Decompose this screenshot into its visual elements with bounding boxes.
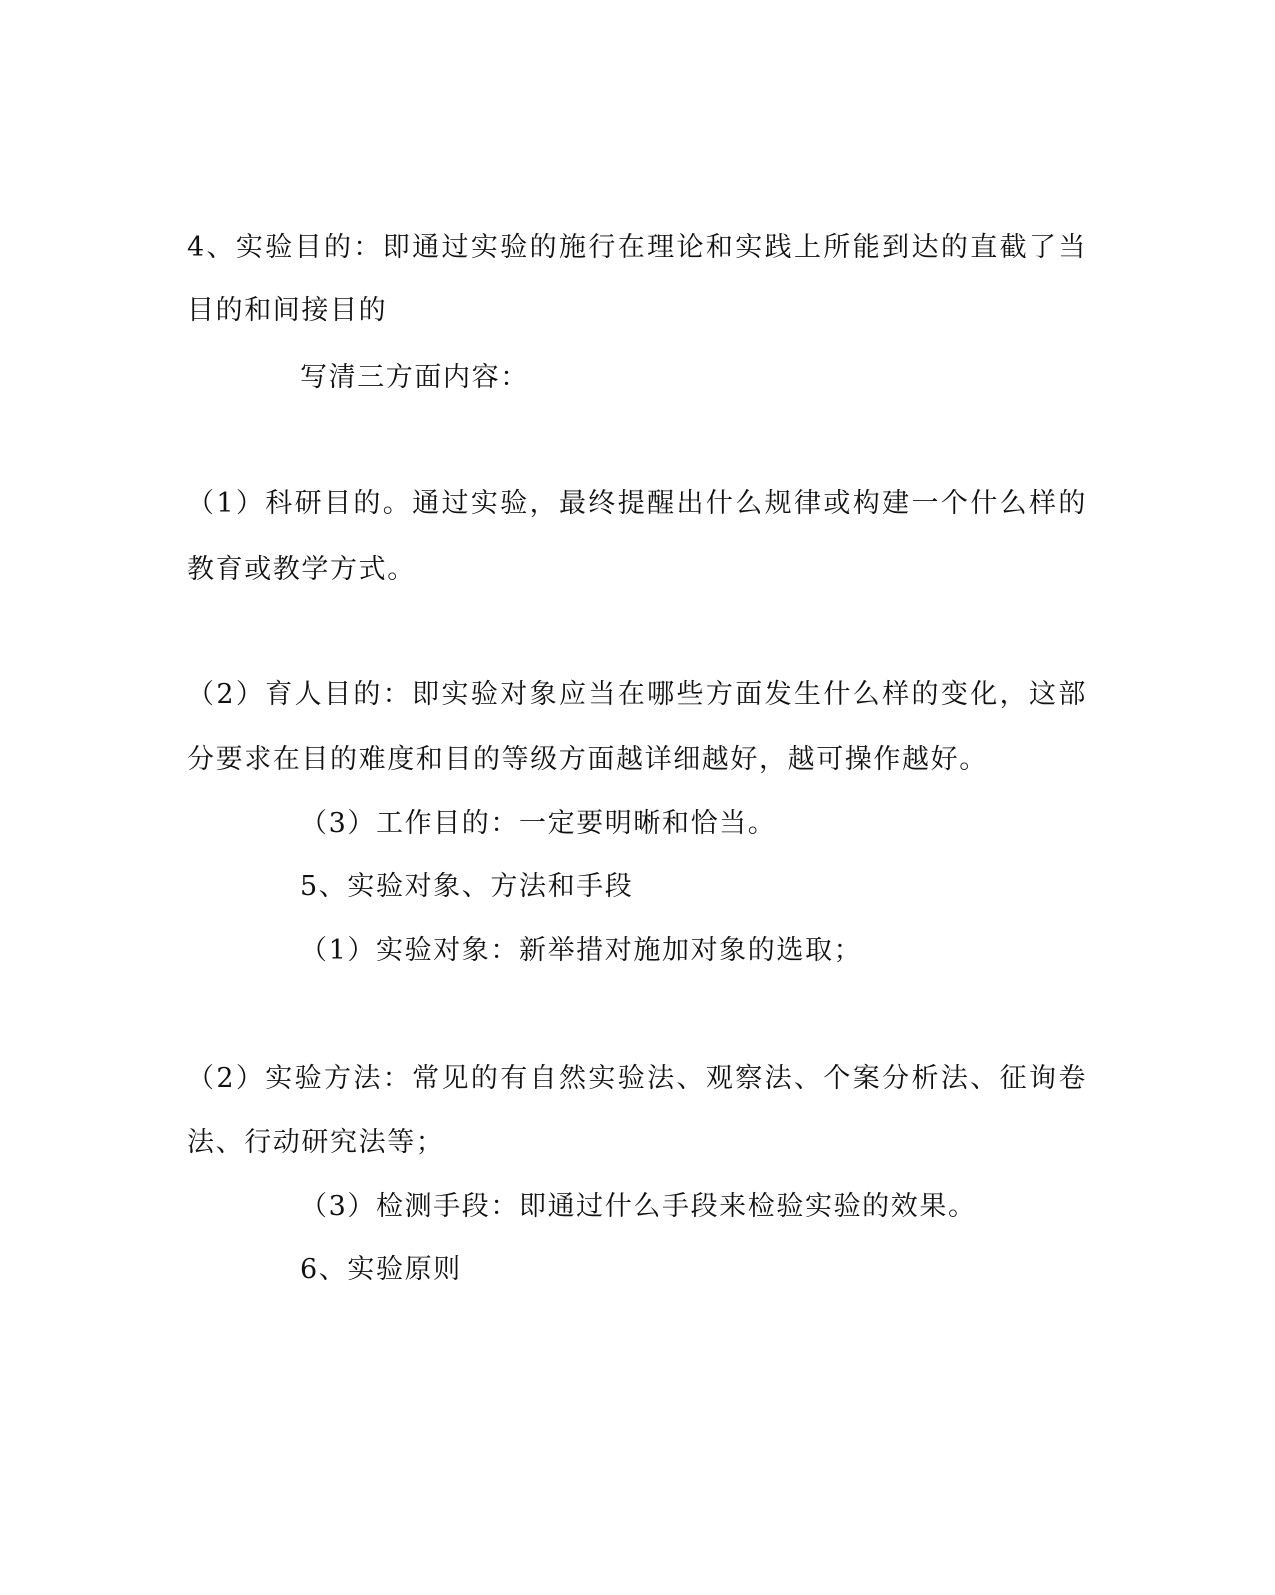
section6-heading: 6、实验原则 (300, 1254, 462, 1285)
section5-item1: （1）实验对象：新举措对施加对象的选取； (300, 935, 863, 966)
section5-heading: 5、实验对象、方法和手段 (300, 871, 634, 902)
section4-item1-line1: （1）科研目的。通过实验，最终提醒出什么规律或构建一个什么样的 (187, 488, 1087, 519)
section4-item2-line2: 分要求在目的难度和目的等级方面越详细越好，越可操作越好。 (187, 744, 988, 775)
section4-item3: （3）工作目的：一定要明晰和恰当。 (300, 808, 777, 839)
section4-heading-line2: 目的和间接目的 (187, 295, 388, 326)
section4-heading-line1: 4、实验目的：即通过实验的施行在理论和实践上所能到达的直截了当 (187, 232, 1087, 263)
section5-item3: （3）检测手段：即通过什么手段来检验实验的效果。 (300, 1191, 977, 1222)
section4-item1-line2: 教育或教学方式。 (187, 554, 416, 585)
section4-item2-line1: （2）育人目的：即实验对象应当在哪些方面发生什么样的变化，这部 (187, 679, 1087, 710)
section4-intro: 写清三方面内容： (300, 362, 529, 393)
section5-item2-line1: （2）实验方法：常见的有自然实验法、观察法、个案分析法、征询卷 (187, 1063, 1087, 1094)
section5-item2-line2: 法、行动研究法等； (187, 1127, 445, 1158)
